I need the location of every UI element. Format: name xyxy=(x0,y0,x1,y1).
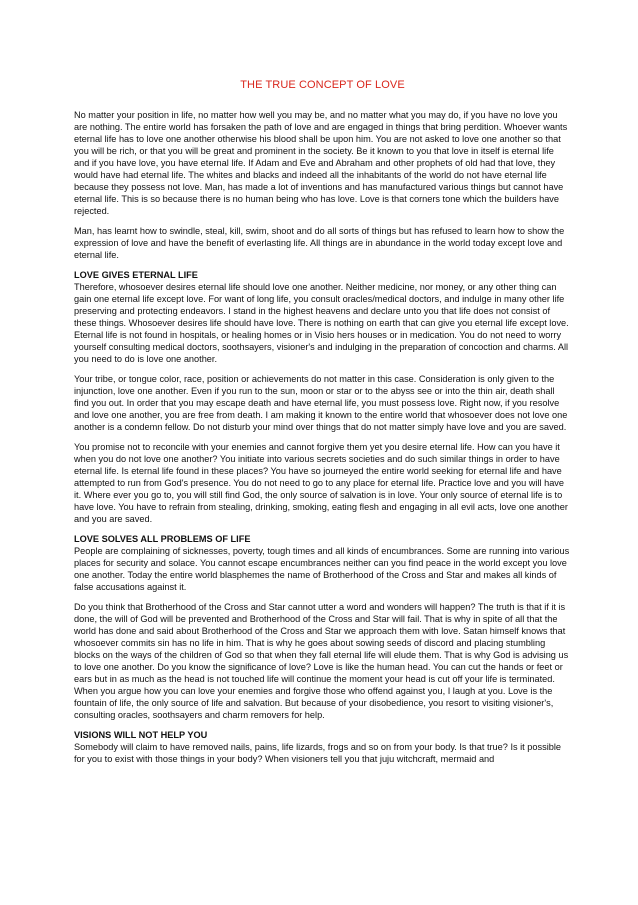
section-heading: LOVE SOLVES ALL PROBLEMS OF LIFE xyxy=(74,534,251,544)
section-paragraph: Do you think that Brotherhood of the Cross and Star cannot utter a word and wonders will happen? The truth is that if it is done, the will of God will be prevented and Brotherhood of the Cross and Star will fail. That is why in spite of all that the world has done and said about Brotherhood of the Cross and Star we approach them with love. Satan himself knows that whosoever commits sin has no life in him. That is why he goes about sowing seeds of discord and placing stumbling blocks on the ways of the children of God so that when they fall eternal life will elude them. That is why God is advising us to love one another. Do you know the significance of love? Love is like the human head. You can cut the hands or feet or ears but in as much as the head is not touched life will continue the moment your head is cut off your life is terminated. When you argue how you can love your enemies and forgive those who offend against you, I laugh at you. Love is the fountain of life, the only source of life and salvation. But because of your disobedience, you resort to visiting visioner's, consulting oracles, soothsayers and charm removers for help. xyxy=(74,602,569,720)
section-paragraph: Somebody will claim to have removed nails, pains, life lizards, frogs and so on from your body. Is that true? Is it possible for you to exist with those things in your body? When visioners tell you that juju witchcraft, mermaid and xyxy=(74,742,561,764)
document-title: THE TRUE CONCEPT OF LOVE xyxy=(240,79,405,91)
section-love-solves-all-problems xyxy=(74,533,571,721)
document-body xyxy=(74,109,571,765)
section-heading: LOVE GIVES ETERNAL LIFE xyxy=(74,270,198,280)
intro-paragraph: No matter your position in life, no matter how well you may be, and no matter what you may do, if you have no love you are nothing. The entire world has forsaken the path of love and are engaged in things that bring perdition. Whoever wants eternal life has to love one another otherwise his blood shall be upon him. You are not asked to love one another so that you will be rich, or that you will be great and prominent in the society. Be it known to you that love in itself is eternal life and if you have love, you have eternal life. If Adam and Eve and Abraham and other prophets of old had that love, they would have had eternal life. The whites and blacks and indeed all the inhabitants of the world do not have eternal life because they possess not love. Man, has made a lot of inventions and has manufactured various things but cannot have eternal life. This is so because there is no human being who has love. Love is that corners tone which the builders have rejected. xyxy=(74,110,568,216)
section-love-gives-eternal-life xyxy=(74,269,571,525)
section-paragraph: You promise not to reconcile with your enemies and cannot forgive them yet you desire eternal life. How can you have it when you do not love one another? You initiate into various secrets societies and do such similar things in order to have eternal life. Is eternal life found in these places? You have so journeyed the entire world seeking for eternal life and have attempted to run from God's presence. You do not need to go to any place for eternal life. Practice love and you will have it. Where ever you go to, you will still find God, the only source of salvation is in love. Your only source of eternal life is to have love. You have to refrain from stealing, drinking, smoking, eating flesh and engaging in all evil acts, love one another and you are saved. xyxy=(74,442,568,524)
intro-paragraph: Man, has learnt how to swindle, steal, kill, swim, shoot and do all sorts of things but has refused to learn how to show the expression of love and have the benefit of everlasting life. All things are in abundance in the world today except love and eternal life. xyxy=(74,226,565,260)
section-visions-will-not-help xyxy=(74,729,571,765)
section-paragraph: People are complaining of sicknesses, poverty, tough times and all kinds of encumbrances. Some are running into various places for security and solace. You cannot escape encumbrances neither can you find peace in the world except you love one another. Today the entire world blasphemes the name of Brotherhood of the Cross and Star and makes all kinds of false accusations against it. xyxy=(74,546,570,592)
section-heading: VISIONS WILL NOT HELP YOU xyxy=(74,730,208,740)
document-page xyxy=(0,79,638,905)
section-paragraph: Your tribe, or tongue color, race, position or achievements do not matter in this case. Consideration is only given to the injunction, love one another. Even if you run to the sun, moon or star or to the abyss see or into the thin air, death shall find you out. In order that you may escape death and have eternal life, you must possess love. Right now, if you resolve and love one another, you are free from death. I am making it known to the entire world that whosoever does not love one another is a condemn fellow. Do not disturb your mind over things that do not matter simply have love and you are saved. xyxy=(74,374,568,432)
section-paragraph: Therefore, whosoever desires eternal life should love one another. Neither medicine, nor money, or any other thing can gain one eternal life except love. For want of long life, you consult oracles/medical doctors, and indulge in many other life preserving and protecting endeavors. I stand in the highest heavens and declare unto you that life does not consist of these things. Whosoever desires life should have love. There is nothing on earth that can give you eternal life except love. Eternal life is not found in hospitals, or healing homes or in Visio hers houses or in medication. You do not need to worry yourself consulting medical doctors, soothsayers, visioner's and indulging in the preparation of concoction and charms. All you need to do is love one another. xyxy=(74,282,569,364)
